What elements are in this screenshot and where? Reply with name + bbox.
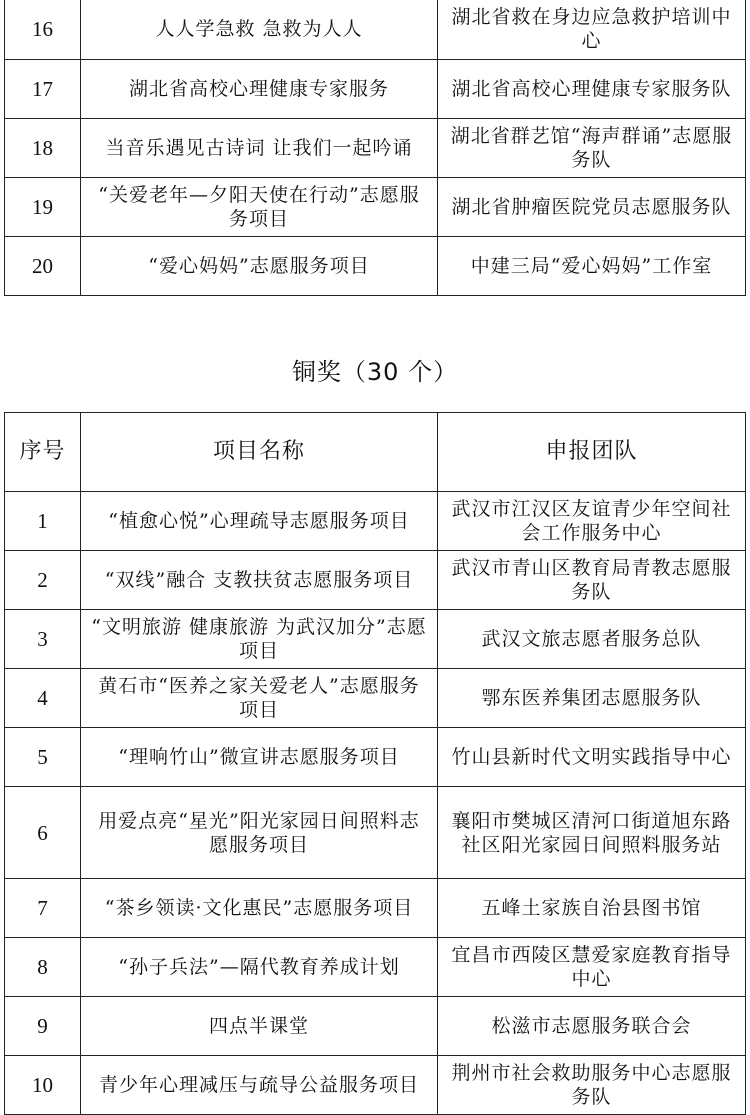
table-row [5,492,746,551]
row-number: 1 [5,492,81,551]
project-name: “双线”融合 支教扶贫志愿服务项目 [81,551,438,610]
project-name: 用爱点亮“星光”阳光家园日间照料志愿服务项目 [81,787,438,879]
team-name: 五峰土家族自治县图书馆 [438,879,746,938]
project-name: 四点半课堂 [81,997,438,1056]
project-name: “关爱老年—夕阳天使在行动”志愿服务项目 [81,177,438,236]
project-name: “孙子兵法”—隔代教育养成计划 [81,938,438,997]
project-name: “文明旅游 健康旅游 为武汉加分”志愿项目 [81,610,438,669]
row-number: 2 [5,551,81,610]
row-number: 4 [5,669,81,728]
row-number: 10 [5,1056,81,1115]
table-row [5,0,746,59]
project-name: “理响竹山”微宣讲志愿服务项目 [81,728,438,787]
team-name: 竹山县新时代文明实践指导中心 [438,728,746,787]
table-header-row [5,413,746,492]
table-row [5,118,746,177]
project-name: 人人学急救 急救为人人 [81,0,438,59]
project-name: “植愈心悦”心理疏导志愿服务项目 [81,492,438,551]
table-row [5,236,746,295]
team-name: 湖北省救在身边应急救护培训中心 [438,0,746,59]
team-name: 湖北省肿瘤医院党员志愿服务队 [438,177,746,236]
row-number: 6 [5,787,81,879]
table-row [5,551,746,610]
team-name: 宜昌市西陵区慧爱家庭教育指导中心 [438,938,746,997]
row-number: 18 [5,118,81,177]
team-name: 武汉市江汉区友谊青少年空间社会工作服务中心 [438,492,746,551]
table-row [5,177,746,236]
table-row [5,879,746,938]
project-name: 湖北省高校心理健康专家服务 [81,59,438,118]
silver-award-table-continued [4,0,746,296]
project-name: “茶乡领读·文化惠民”志愿服务项目 [81,879,438,938]
table-row [5,787,746,879]
project-name: 黄石市“医养之家关爱老人”志愿服务项目 [81,669,438,728]
header-project-name: 项目名称 [81,413,438,492]
team-name: 荆州市社会救助服务中心志愿服务队 [438,1056,746,1115]
table-row [5,728,746,787]
row-number: 5 [5,728,81,787]
team-name: 中建三局“爱心妈妈”工作室 [438,236,746,295]
team-name: 武汉文旅志愿者服务总队 [438,610,746,669]
row-number: 20 [5,236,81,295]
table-row [5,938,746,997]
bronze-award-heading: 铜奖（30 个） [291,358,459,386]
team-name: 鄂东医养集团志愿服务队 [438,669,746,728]
bronze-award-table [4,412,746,1115]
project-name: “爱心妈妈”志愿服务项目 [81,236,438,295]
row-number: 8 [5,938,81,997]
row-number: 9 [5,997,81,1056]
row-number: 7 [5,879,81,938]
project-name: 青少年心理减压与疏导公益服务项目 [81,1056,438,1115]
row-number: 16 [5,0,81,59]
row-number: 19 [5,177,81,236]
table-row [5,1056,746,1115]
project-name: 当音乐遇见古诗词 让我们一起吟诵 [81,118,438,177]
table-row [5,997,746,1056]
team-name: 襄阳市樊城区清河口街道旭东路社区阳光家园日间照料服务站 [438,787,746,879]
team-name: 湖北省群艺馆“海声群诵”志愿服务队 [438,118,746,177]
team-name: 湖北省高校心理健康专家服务队 [438,59,746,118]
table-row [5,610,746,669]
header-team: 申报团队 [438,413,746,492]
team-name: 松滋市志愿服务联合会 [438,997,746,1056]
row-number: 17 [5,59,81,118]
table-row [5,59,746,118]
row-number: 3 [5,610,81,669]
header-number: 序号 [5,413,81,492]
team-name: 武汉市青山区教育局青教志愿服务队 [438,551,746,610]
table-row [5,669,746,728]
